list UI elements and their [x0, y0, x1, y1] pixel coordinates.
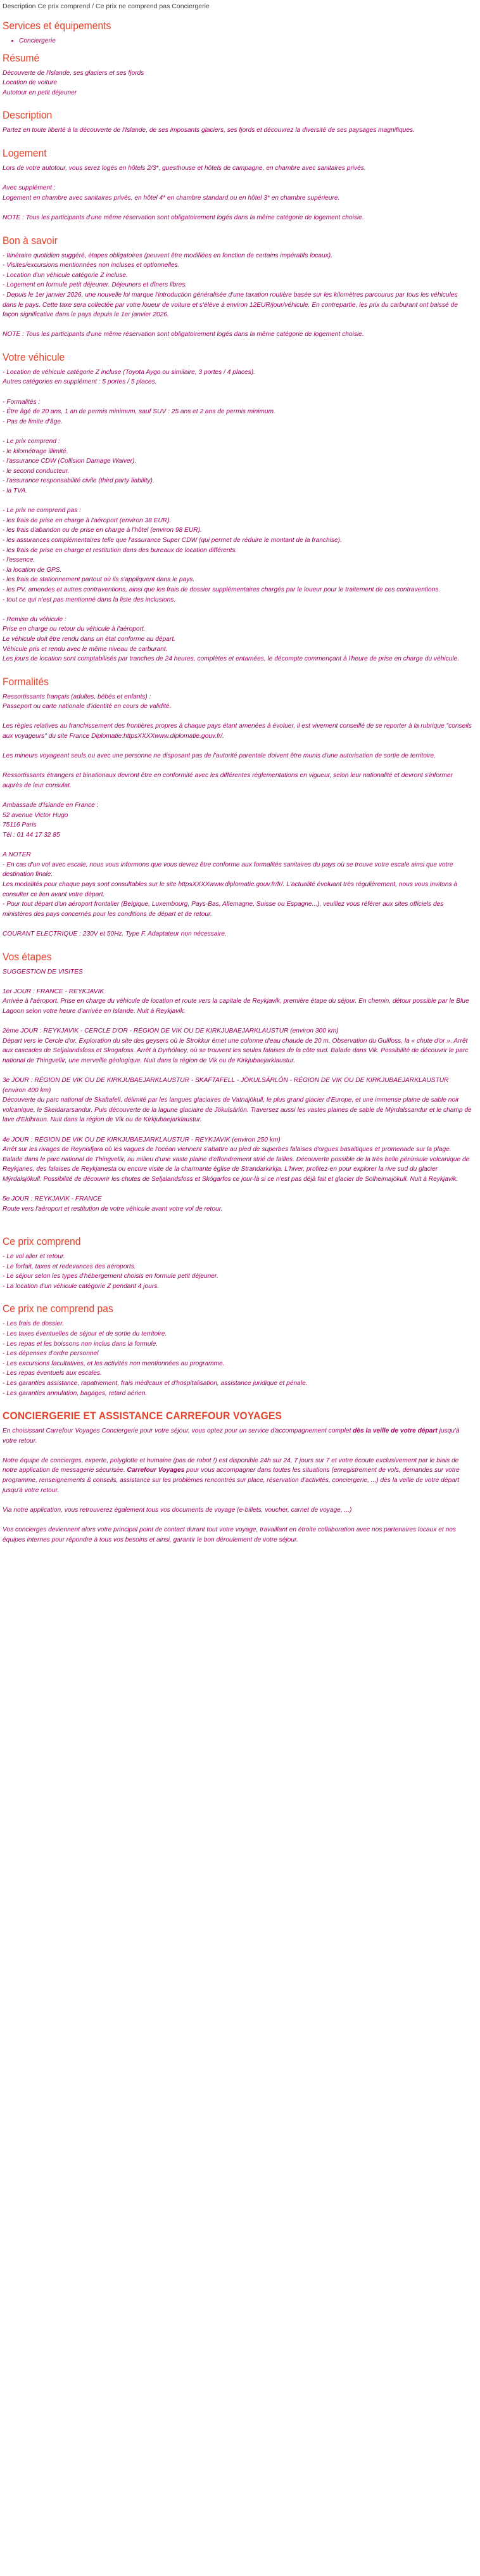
vehicule-ne-comprend-line: - les frais d'abandon ou de prise en charge à l'hôtel (environ 98 EUR). — [3, 527, 202, 534]
vehicule-comprend-line: - le kilométrage illimité. — [3, 448, 68, 455]
day-text: Arrêt sur les rivages de Reynisfjara où les vagues de l'océan viennent s'abattre au pied de superbes falaises d'orgues basaltiques et promenade sur la plage. Balade dans le parc national de Thingvellir, au milieu d'une vaste plaine d'effondrement strié de failles. Découverte possible de la très belle péninsule volcanique de Reykjanes, des falaises de Reykjanesta ou encore visite de la charmante église de Strandarkirkja. L'hiver, profitez-en pour explorer la rive sud du glacier Mýrdalsjökull. Possibilité de découvrir les chutes de Seljalandsfoss et Skógarfos ce jour-là si ce n'est pas déjà fait et glacier de Solheimajökull. Nuit à Reykjavik. — [3, 1146, 470, 1183]
prix-ne-comprend-line: - Les garanties assistance, rapatriement, frais médicaux et d'hospitalisation, assistance juridique et pénale. — [3, 1379, 308, 1387]
prix-ne-comprend-line: - Les excursions facultatives, et les activités non mentionnées au programme. — [3, 1360, 225, 1367]
bon-a-savoir-title: Bon à savoir — [3, 234, 58, 247]
formalites-line: Passeport ou carte nationale d'identité en cours de validité. — [3, 703, 172, 711]
prix-ne-comprend-line: - Les frais de dossier. — [3, 1320, 65, 1328]
vehicule-formalites-line: - Pas de limite d'âge. — [3, 418, 63, 425]
description-text: Partez en toute liberté à la découverte de l'Islande, de ses imposants glaciers, ses fjords et découvrez la diversité de ses paysages magnifiques. — [3, 127, 415, 134]
bon-a-savoir-line: - Depuis le 1er janvier 2026, une nouvelle loi marque l'introduction généralisée d'une taxation routière basée sur les kilomètres parcourus par tous les véhicules dans le pays. Cette taxe sera collectée par votre loueur de voiture et s'élève à environ 12EUR/jour/véhicule. En contrepartie, les prix du carburant ont baissé de façon significative dans le pays depuis le 1er janvier 2026. — [3, 291, 458, 319]
services-title: Services et équipements — [3, 20, 111, 32]
a-noter-line: Les modalités pour chaque pays sont consultables sur le site httpsXXXXwww.diplomatie.gouv.fr/fr/. L'actualité évoluant très régulièrement, nous vous invitons à consulter ce lien avant votre départ. — [3, 880, 458, 898]
bon-a-savoir-line: - Logement en formule petit déjeuner. Déjeuners et dîners libres. — [3, 281, 187, 289]
day-text: Route vers l'aéroport et restitution de votre véhicule avant votre vol de retour. — [3, 1205, 223, 1213]
vehicule-remise-title: - Remise du véhicule : — [3, 615, 66, 623]
prix-comprend-line: - Le séjour selon les types d'hébergement choisis en formule petit déjeuner. — [3, 1273, 218, 1280]
vehicule-ne-comprend-line: - la location de GPS. — [3, 566, 62, 574]
bon-a-savoir-line: - Itinéraire quotidien suggéré, étapes obligatoires (peuvent être modifiées en fonction de certains impératifs locaux). — [3, 252, 332, 259]
ambassade-line: Ambassade d'Islande en France : — [3, 802, 99, 809]
day-title: 4e JOUR : RÉGION DE VIK OU DE KIRKJUBAEJARKLAUSTUR - REYKJAVIK (environ 250 km) — [3, 1136, 281, 1143]
a-noter-line: - En cas d'un vol avec escale, nous vous informons que vous devrez être conforme aux formalités sanitaires du pays où se trouve votre escale ainsi que votre destination finale. — [3, 861, 453, 879]
vehicule-ne-comprend-line: - les frais de prise en charge et restitution dans des bureaux de location différents. — [3, 546, 237, 554]
a-noter-line: - Pour tout départ d'un aéroport frontalier (Belgique, Luxembourg, Pays-Bas, Allemagne, Suisse ou Espagne...), veuillez vous référer aux sites officiels des ministères des pays concernés pour les conditions de départ et de retour. — [3, 901, 444, 918]
ambassade-line: Tél : 01 44 17 32 85 — [3, 832, 60, 839]
description-title: Description — [3, 109, 53, 122]
vehicule-remise-line: Prise en charge ou retour du véhicule à l'aéroport. — [3, 626, 146, 633]
resume-line: Découverte de l'Islande, ses glaciers et ses fjords — [3, 69, 144, 77]
day-title: 5e JOUR : REYKJAVIK - FRANCE — [3, 1195, 102, 1203]
vehicule-ne-comprend-line: - les frais de prise en charge à l'aéroport (environ 38 EUR). — [3, 517, 172, 524]
courant-electrique: COURANT ELECTRIQUE : 230V et 50Hz. Type F. Adaptateur non nécessaire. — [3, 930, 227, 937]
conciergerie-intro-c: jusqu'à votre retour. — [3, 1427, 460, 1445]
services-list — [3, 36, 472, 46]
resume-line: Location de voiture — [3, 79, 58, 87]
logement-text: Lors de votre autotour, vous serez logés en hôtels 2/3*, guesthouse et hôtels de campagne, en chambre avec sanitaires privés. — [3, 164, 366, 172]
description-tabs-text: Description Ce prix comprend / Ce prix ne comprend pas Conciergerie — [3, 3, 210, 10]
vehicule-comprend-line: - le second conducteur. — [3, 467, 70, 475]
a-noter-title: A NOTER — [3, 851, 31, 859]
conciergerie-team-brand: Carrefour Voyages — [127, 1467, 185, 1474]
vehicule-comprend-title: - Le prix comprend : — [3, 438, 60, 446]
etapes-subtitle: SUGGESTION DE VISITES — [3, 968, 83, 976]
prix-ne-comprend-line: - Les taxes éventuelles de séjour et de sortie du territoire. — [3, 1330, 167, 1337]
page — [0, 1, 475, 1550]
prix-ne-comprend-line: - Les dépenses d'ordre personnel — [3, 1350, 99, 1358]
vehicule-remise-line: Les jours de location sont comptabilisés par tranches de 24 heures, complètes et entamées, le décompte commençant à l'heure de prise en charge du véhicule. — [3, 655, 460, 663]
prix-ne-comprend-line: - Les repas éventuels aux escales. — [3, 1370, 102, 1377]
day-text: Arrivée à l'aéroport. Prise en charge du véhicule de location et route vers la capitale de Reykjavik, première étape du séjour. En chemin, détour possible par le Blue Lagoon selon votre heure d'arrivée en Islande. Nuit à Reykjavik. — [3, 998, 469, 1015]
day-title: 1er JOUR : FRANCE - REYKJAVIK — [3, 988, 104, 995]
day-text: Découverte du parc national de Skaftafell, délimité par les langues glaciaires de Vatnajökull, le plus grand glacier d'Europe, et une immense plaine de sable noir volcanique, le Skeidararsandur. Puis découverte de la lagune glaciaire de Jökulsárlón. Traversez aussi les vastes plaines de sable de Mýrdalssandur et le champ de lave d'Eldhraun. Nuit dans la région de Vik ou de Kirkjubaejarklaustur. — [3, 1097, 472, 1124]
bon-a-savoir-line: - Location d'un véhicule catégorie Z incluse. — [3, 271, 128, 279]
day-text: Départ vers le Cercle d'or. Exploration du site des geysers où le Strokkur émet une colonne d'eau chaude de 20 m. Observation du Gullfoss, la « chute d'or ». Arrêt aux cascades de Seljalandsfoss et Skogafoss. Arrêt à Dyrhólaey, où se trouvent les seules falaises de la côte sud. Balade dans Vik. Possibilité de découvrir le parc national de Thingvellir, une merveille géologique. Nuit dans la région de Vik ou de Kirkjubaejarklaustur. — [3, 1037, 469, 1064]
ambassade-line: 52 avenue Victor Hugo — [3, 811, 68, 819]
logement-supplement-text: Logement en chambre avec sanitaires privés, en hôtel 4* en chambre standard ou en hôtel 3* en chambre supérieure. — [3, 194, 340, 202]
vehicule-formalites-line: - Être âgé de 20 ans, 1 an de permis minimum, sauf SUV : 25 ans et 2 ans de permis minimum. — [3, 408, 275, 416]
etapes-title: Vos étapes — [3, 950, 52, 963]
prix-ne-comprend-line: - Les repas et les boissons non inclus dans la formule. — [3, 1340, 158, 1348]
conciergerie-title: CONCIERGERIE ET ASSISTANCE CARREFOUR VOYAGES — [3, 1410, 282, 1422]
prix-comprend-line: - Le forfait, taxes et redevances des aéroports. — [3, 1263, 136, 1270]
resume-title: Résumé — [3, 51, 40, 64]
ambassade-line: 75116 Paris — [3, 821, 37, 829]
conciergerie-intro-a: En choisissant Carrefour Voyages Conciergerie pour votre séjour, vous optez pour un service d'accompagnement complet — [3, 1427, 353, 1435]
vehicule-intro-line: - Location de véhicule catégorie Z incluse (Toyota Aygo ou similaire, 3 portes / 4 places). — [3, 368, 255, 376]
conciergerie-intro-b: dès la veille de votre départ — [353, 1427, 438, 1435]
formalites-title: Formalités — [3, 675, 49, 688]
day-title: 2ème JOUR : REYKJAVIK - CERCLE D'OR - RÉGION DE VIK OU DE KIRKJUBAEJARKLAUSTUR (environ 300 km) — [3, 1027, 339, 1035]
vehicule-intro-line: Autres catégories en supplément : 5 portes / 5 places. — [3, 378, 157, 386]
bon-a-savoir-note: NOTE : Tous les participants d'une même réservation sont obligatoirement logés dans la même catégorie de logement choisie. — [3, 331, 364, 338]
day-title: 3e JOUR : RÉGION DE VIK OU DE KIRKJUBAEJARKLAUSTUR - SKAFTAFELL - JÖKULSÁRLÓN - RÉGION DE VIK OU DE KIRKJUBAEJARKLAUSTUR (environ 400 km) — [3, 1077, 449, 1094]
prix-comprend-line: - La location d'un véhicule catégorie Z pendant 4 jours. — [3, 1282, 160, 1290]
bon-a-savoir-line: - Visites/excursions mentionnées non incluses et optionnelles. — [3, 262, 180, 269]
vehicule-ne-comprend-line: - les assurances complémentaires telle que l'assurance Super CDW (qui permet de réduire le montant de la franchise). — [3, 536, 342, 544]
vehicule-title: Votre véhicule — [3, 351, 65, 363]
vehicule-comprend-line: - l'assurance responsabilité civile (third party liability). — [3, 477, 155, 485]
prix-ne-comprend-line: - Les garanties annulation, bagages, retard aérien. — [3, 1389, 148, 1397]
prix-comprend-title: Ce prix comprend — [3, 1235, 81, 1247]
vehicule-formalites-title: - Formalités : — [3, 398, 41, 406]
logement-supplement-label: Avec supplément : — [3, 184, 56, 192]
formalites-etrangers: Ressortissants étrangers et binationaux devront être en conformité avec les différentes réglementations en vigueur, selon leur nationalité et devront s'informer auprès de leur consulat. — [3, 772, 453, 790]
vehicule-remise-line: Véhicule pris et rendu avec le même niveau de carburant. — [3, 645, 168, 653]
prix-ne-comprend-title: Ce prix ne comprend pas — [3, 1303, 113, 1315]
prix-comprend-line: - Le vol aller et retour. — [3, 1253, 65, 1260]
vehicule-ne-comprend-line: - les frais de stationnement partout où ils s'appliquent dans le pays. — [3, 576, 195, 584]
conciergerie-team-c: pour vous accompagner dans toutes les situations (enregistrement de vols, demandes sur votre programme, renseignements & conseils, assistance sur les problèmes rencontrés sur place, réservation d'activités, conciergerie, ...) dès la veille de votre départ jusqu'à votre retour. — [3, 1467, 460, 1494]
conciergerie-intro — [3, 1426, 472, 1446]
conciergerie-team — [3, 1456, 472, 1495]
conciergerie-contact: Vos concierges deviennent alors votre principal point de contact durant tout votre voyage, travaillant en étroite collaboration avec nos partenaires locaux et nos équipes internes pour répondre à tous vos besoins et ainsi, garantir le bon déroulement de votre séjour. — [3, 1526, 456, 1543]
services-item: • Conciergerie — [19, 36, 472, 46]
vehicule-comprend-line: - la TVA. — [3, 487, 28, 494]
resume-line: Autotour en petit déjeuner — [3, 89, 77, 96]
vehicule-ne-comprend-line: - les PV, amendes et autres contraventions, ainsi que les frais de dossier supplémentaires chargés par le loueur pour le traitement de ces contraventions. — [3, 586, 441, 593]
vehicule-comprend-line: - l'assurance CDW (Collision Damage Waiver). — [3, 458, 137, 465]
formalites-mineurs: Les mineurs voyageant seuls ou avec une personne ne disposant pas de l'autorité parentale doivent être munis d'une autorisation de sortie de territoire. — [3, 752, 436, 760]
logement-note: NOTE : Tous les participants d'une même réservation sont obligatoirement logés dans la même catégorie de logement choisie. — [3, 214, 364, 221]
conciergerie-team-a: Notre équipe de concierges, experte, polyglotte et humaine (pas de robot !) est disponible 24h sur 24, 7 jours sur 7 et votre écoute exclusivement par le biais de notre application de messagerie sécurisée. — [3, 1457, 459, 1474]
vehicule-ne-comprend-title: - Le prix ne comprend pas : — [3, 507, 82, 515]
vehicule-ne-comprend-line: - tout ce qui n'est pas mentionné dans la liste des inclusions. — [3, 596, 176, 603]
vehicule-ne-comprend-line: - l'essence. — [3, 557, 35, 564]
conciergerie-app: Via notre application, vous retrouverez également tous vos documents de voyage (e-billets, voucher, carnet de voyage, ...) — [3, 1506, 352, 1514]
logement-title: Logement — [3, 146, 47, 159]
formalites-line: Ressortissants français (adultes, bébés et enfants) : — [3, 693, 151, 700]
vehicule-remise-line: Le véhicule doit être rendu dans un état conforme au départ. — [3, 635, 175, 643]
formalites-frontieres: Les règles relatives au franchissement des frontières propres à chaque pays étant amenées à évoluer, il est vivement conseillé de se reporter à la rubrique "conseils aux voyageurs" du site France Diplomatie:httpsXXXXwww.diplomatie.gouv.fr/. — [3, 723, 472, 740]
